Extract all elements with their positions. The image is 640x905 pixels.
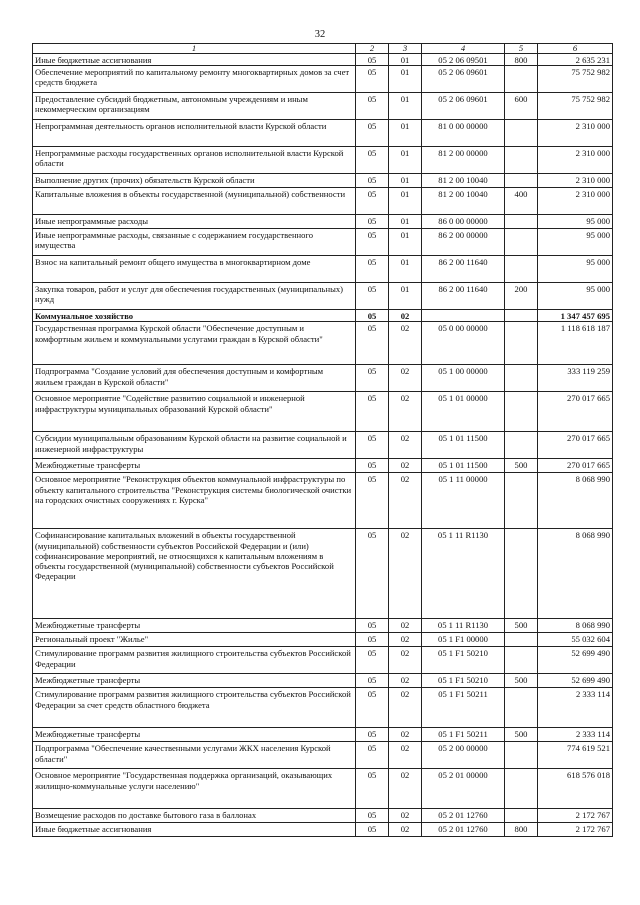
row-expense-type-cell xyxy=(505,473,538,529)
row-expense-type-cell xyxy=(505,529,538,619)
row-section-cell: 05 xyxy=(356,728,389,742)
row-amount-cell: 270 017 665 xyxy=(538,432,613,459)
row-amount-cell: 270 017 665 xyxy=(538,392,613,432)
row-section-cell: 05 xyxy=(356,647,389,674)
row-amount-cell: 774 619 521 xyxy=(538,742,613,769)
row-amount-cell: 95 000 xyxy=(538,256,613,283)
row-expense-type-cell xyxy=(505,688,538,728)
row-subsection-cell: 02 xyxy=(389,365,422,392)
row-target-code-cell: 05 1 F1 50210 xyxy=(422,647,505,674)
row-section-cell: 05 xyxy=(356,93,389,120)
table-row xyxy=(33,473,613,529)
row-target-code-cell: 05 0 00 00000 xyxy=(422,322,505,365)
row-section-cell: 05 xyxy=(356,769,389,809)
table-row xyxy=(33,728,613,742)
row-amount-cell: 2 310 000 xyxy=(538,188,613,215)
table-row xyxy=(33,742,613,769)
row-expense-type-cell: 500 xyxy=(505,674,538,688)
row-target-code-cell: 86 0 00 00000 xyxy=(422,215,505,229)
row-name-cell: Коммунальное хозяйство xyxy=(33,310,356,322)
row-name-cell: Иные бюджетные ассигнования xyxy=(33,823,356,837)
row-target-code-cell: 86 2 00 11640 xyxy=(422,283,505,310)
row-target-code-cell: 05 1 01 11500 xyxy=(422,432,505,459)
row-name-cell: Предоставление субсидий бюджетным, автономным учреждениям и иным некоммерческим организациям xyxy=(33,93,356,120)
row-expense-type-cell xyxy=(505,174,538,188)
row-amount-cell: 2 310 000 xyxy=(538,120,613,147)
row-target-code-cell: 05 1 01 00000 xyxy=(422,392,505,432)
header-cell: 3 xyxy=(389,44,422,54)
header-row xyxy=(33,44,613,54)
table-row xyxy=(33,310,613,322)
row-amount-cell: 2 310 000 xyxy=(538,174,613,188)
row-section-cell: 05 xyxy=(356,473,389,529)
row-amount-cell: 333 119 259 xyxy=(538,365,613,392)
row-name-cell: Региональный проект "Жилье" xyxy=(33,633,356,647)
row-expense-type-cell xyxy=(505,256,538,283)
row-section-cell: 05 xyxy=(356,120,389,147)
row-name-cell: Межбюджетные трансферты xyxy=(33,674,356,688)
table-row xyxy=(33,647,613,674)
row-target-code-cell: 05 1 11 R1130 xyxy=(422,529,505,619)
row-name-cell: Стимулирование программ развития жилищного строительства субъектов Российской Федерации за счет средств областного бюджета xyxy=(33,688,356,728)
row-subsection-cell: 02 xyxy=(389,432,422,459)
row-name-cell: Иные непрограммные расходы, связанные с содержанием государственного имущества xyxy=(33,229,356,256)
row-amount-cell: 95 000 xyxy=(538,283,613,310)
row-expense-type-cell xyxy=(505,392,538,432)
row-amount-cell: 95 000 xyxy=(538,215,613,229)
budget-table xyxy=(32,43,613,837)
row-target-code-cell: 05 1 00 00000 xyxy=(422,365,505,392)
row-amount-cell: 75 752 982 xyxy=(538,66,613,93)
table-row xyxy=(33,365,613,392)
row-expense-type-cell: 500 xyxy=(505,619,538,633)
row-section-cell: 05 xyxy=(356,809,389,823)
table-row xyxy=(33,674,613,688)
table-row xyxy=(33,229,613,256)
row-expense-type-cell xyxy=(505,322,538,365)
row-subsection-cell: 02 xyxy=(389,310,422,322)
row-target-code-cell: 05 1 F1 50211 xyxy=(422,728,505,742)
row-amount-cell: 52 699 490 xyxy=(538,647,613,674)
table-row xyxy=(33,283,613,310)
row-expense-type-cell: 400 xyxy=(505,188,538,215)
row-section-cell: 05 xyxy=(356,310,389,322)
row-name-cell: Межбюджетные трансферты xyxy=(33,459,356,473)
row-section-cell: 05 xyxy=(356,742,389,769)
row-section-cell: 05 xyxy=(356,256,389,283)
row-name-cell: Выполнение других (прочих) обязательств Курской области xyxy=(33,174,356,188)
page-number: 32 xyxy=(314,29,326,40)
row-subsection-cell: 01 xyxy=(389,93,422,120)
row-subsection-cell: 01 xyxy=(389,120,422,147)
row-name-cell: Межбюджетные трансферты xyxy=(33,728,356,742)
row-target-code-cell: 81 2 00 10040 xyxy=(422,174,505,188)
row-amount-cell: 270 017 665 xyxy=(538,459,613,473)
row-target-code-cell: 05 1 11 00000 xyxy=(422,473,505,529)
row-expense-type-cell: 200 xyxy=(505,283,538,310)
row-section-cell: 05 xyxy=(356,66,389,93)
row-subsection-cell: 02 xyxy=(389,674,422,688)
row-subsection-cell: 01 xyxy=(389,174,422,188)
row-name-cell: Межбюджетные трансферты xyxy=(33,619,356,633)
row-expense-type-cell xyxy=(505,229,538,256)
table-row xyxy=(33,459,613,473)
row-subsection-cell: 02 xyxy=(389,392,422,432)
row-subsection-cell: 02 xyxy=(389,688,422,728)
row-subsection-cell: 01 xyxy=(389,215,422,229)
row-section-cell: 05 xyxy=(356,54,389,66)
row-expense-type-cell: 800 xyxy=(505,54,538,66)
row-target-code-cell: 05 1 11 R1130 xyxy=(422,619,505,633)
row-expense-type-cell: 800 xyxy=(505,823,538,837)
row-subsection-cell: 02 xyxy=(389,728,422,742)
row-amount-cell: 1 347 457 695 xyxy=(538,310,613,322)
row-subsection-cell: 02 xyxy=(389,633,422,647)
table-row xyxy=(33,619,613,633)
header-cell: 4 xyxy=(422,44,505,54)
row-target-code-cell: 05 1 01 11500 xyxy=(422,459,505,473)
row-section-cell: 05 xyxy=(356,432,389,459)
row-expense-type-cell xyxy=(505,769,538,809)
row-section-cell: 05 xyxy=(356,823,389,837)
row-target-code-cell xyxy=(422,310,505,322)
row-section-cell: 05 xyxy=(356,188,389,215)
row-amount-cell: 2 310 000 xyxy=(538,147,613,174)
row-name-cell: Стимулирование программ развития жилищного строительства субъектов Российской Федерации xyxy=(33,647,356,674)
table-row xyxy=(33,66,613,93)
row-subsection-cell: 02 xyxy=(389,322,422,365)
row-subsection-cell: 01 xyxy=(389,66,422,93)
row-target-code-cell: 05 2 06 09501 xyxy=(422,54,505,66)
row-amount-cell: 8 068 990 xyxy=(538,473,613,529)
row-amount-cell: 2 333 114 xyxy=(538,728,613,742)
row-name-cell: Основное мероприятие "Государственная поддержка организаций, оказывающих жилищно-коммунальные услуги населению" xyxy=(33,769,356,809)
row-amount-cell: 8 068 990 xyxy=(538,529,613,619)
table-row xyxy=(33,188,613,215)
table-row xyxy=(33,809,613,823)
row-amount-cell: 52 699 490 xyxy=(538,674,613,688)
row-expense-type-cell xyxy=(505,365,538,392)
row-name-cell: Непрограммные расходы государственных органов исполнительной власти Курской области xyxy=(33,147,356,174)
row-target-code-cell: 81 0 00 00000 xyxy=(422,120,505,147)
row-section-cell: 05 xyxy=(356,174,389,188)
row-target-code-cell: 05 1 F1 50210 xyxy=(422,674,505,688)
row-target-code-cell: 05 2 01 12760 xyxy=(422,809,505,823)
row-subsection-cell: 01 xyxy=(389,256,422,283)
row-name-cell: Обеспечение мероприятий по капитальному ремонту многоквартирных домов за счет средств бюджета xyxy=(33,66,356,93)
row-target-code-cell: 81 2 00 00000 xyxy=(422,147,505,174)
row-name-cell: Взнос на капитальный ремонт общего имущества в многоквартирном доме xyxy=(33,256,356,283)
row-expense-type-cell xyxy=(505,310,538,322)
row-subsection-cell: 02 xyxy=(389,459,422,473)
row-amount-cell: 75 752 982 xyxy=(538,93,613,120)
row-target-code-cell: 05 2 01 12760 xyxy=(422,823,505,837)
row-expense-type-cell: 500 xyxy=(505,459,538,473)
row-amount-cell: 55 032 604 xyxy=(538,633,613,647)
row-section-cell: 05 xyxy=(356,529,389,619)
row-section-cell: 05 xyxy=(356,392,389,432)
row-subsection-cell: 02 xyxy=(389,529,422,619)
row-amount-cell: 2 635 231 xyxy=(538,54,613,66)
row-expense-type-cell xyxy=(505,120,538,147)
row-target-code-cell: 05 2 06 09601 xyxy=(422,93,505,120)
row-subsection-cell: 02 xyxy=(389,742,422,769)
row-expense-type-cell xyxy=(505,147,538,174)
row-section-cell: 05 xyxy=(356,674,389,688)
row-target-code-cell: 86 2 00 11640 xyxy=(422,256,505,283)
row-section-cell: 05 xyxy=(356,365,389,392)
row-section-cell: 05 xyxy=(356,229,389,256)
row-expense-type-cell xyxy=(505,809,538,823)
row-subsection-cell: 01 xyxy=(389,188,422,215)
header-cell: 1 xyxy=(33,44,356,54)
row-section-cell: 05 xyxy=(356,619,389,633)
row-amount-cell: 1 118 618 187 xyxy=(538,322,613,365)
row-name-cell: Основное мероприятие "Реконструкция объектов коммунальной инфраструктуры по объекту капитального строительства "Реконструкция системы биологической очистки на городских очистных сооружениях г. Курска" xyxy=(33,473,356,529)
row-section-cell: 05 xyxy=(356,322,389,365)
header-cell: 6 xyxy=(538,44,613,54)
table-row xyxy=(33,823,613,837)
row-name-cell: Субсидии муниципальным образованиям Курской области на развитие социальной и инженерной инфраструктуры xyxy=(33,432,356,459)
row-expense-type-cell xyxy=(505,647,538,674)
table-row xyxy=(33,54,613,66)
table-row xyxy=(33,633,613,647)
row-name-cell: Софинансирование капитальных вложений в объекты государственной (муниципальной) собственности субъектов Российской Федерации и (или) софинансирование мероприятий, не относящихся к капитальным вложениям в объекты государственной (муниципальной) собственности субъектов Российской Федерации xyxy=(33,529,356,619)
row-expense-type-cell xyxy=(505,66,538,93)
table-row xyxy=(33,174,613,188)
table-row xyxy=(33,120,613,147)
row-subsection-cell: 02 xyxy=(389,619,422,633)
row-name-cell: Государственная программа Курской области "Обеспечение доступным и комфортным жильем и коммунальными услугами граждан в Курской области" xyxy=(33,322,356,365)
row-expense-type-cell xyxy=(505,215,538,229)
row-subsection-cell: 02 xyxy=(389,809,422,823)
table-row xyxy=(33,93,613,120)
row-subsection-cell: 01 xyxy=(389,283,422,310)
row-section-cell: 05 xyxy=(356,215,389,229)
row-subsection-cell: 01 xyxy=(389,54,422,66)
row-target-code-cell: 05 1 F1 00000 xyxy=(422,633,505,647)
row-name-cell: Возмещение расходов по доставке бытового газа в баллонах xyxy=(33,809,356,823)
row-expense-type-cell xyxy=(505,742,538,769)
row-subsection-cell: 02 xyxy=(389,473,422,529)
row-amount-cell: 2 333 114 xyxy=(538,688,613,728)
row-amount-cell: 2 172 767 xyxy=(538,809,613,823)
row-subsection-cell: 02 xyxy=(389,823,422,837)
row-name-cell: Иные бюджетные ассигнования xyxy=(33,54,356,66)
table-row xyxy=(33,688,613,728)
row-name-cell: Подпрограмма "Создание условий для обеспечения доступным и комфортным жильем граждан в Курской области" xyxy=(33,365,356,392)
row-subsection-cell: 01 xyxy=(389,229,422,256)
row-target-code-cell: 05 2 06 09601 xyxy=(422,66,505,93)
row-expense-type-cell: 500 xyxy=(505,728,538,742)
row-section-cell: 05 xyxy=(356,633,389,647)
table-row xyxy=(33,529,613,619)
row-amount-cell: 618 576 018 xyxy=(538,769,613,809)
row-expense-type-cell: 600 xyxy=(505,93,538,120)
row-target-code-cell: 81 2 00 10040 xyxy=(422,188,505,215)
header-cell: 2 xyxy=(356,44,389,54)
row-section-cell: 05 xyxy=(356,688,389,728)
row-amount-cell: 8 068 990 xyxy=(538,619,613,633)
row-subsection-cell: 01 xyxy=(389,147,422,174)
table-row xyxy=(33,215,613,229)
header-cell: 5 xyxy=(505,44,538,54)
row-amount-cell: 95 000 xyxy=(538,229,613,256)
row-section-cell: 05 xyxy=(356,147,389,174)
row-name-cell: Иные непрограммные расходы xyxy=(33,215,356,229)
table-row xyxy=(33,769,613,809)
row-section-cell: 05 xyxy=(356,283,389,310)
row-name-cell: Капитальные вложения в объекты государственной (муниципальной) собственности xyxy=(33,188,356,215)
row-subsection-cell: 02 xyxy=(389,769,422,809)
table-row xyxy=(33,432,613,459)
row-target-code-cell: 86 2 00 00000 xyxy=(422,229,505,256)
row-name-cell: Непрограммная деятельность органов исполнительной власти Курской области xyxy=(33,120,356,147)
row-target-code-cell: 05 1 F1 50211 xyxy=(422,688,505,728)
row-name-cell: Основное мероприятие "Содействие развитию социальной и инженерной инфраструктуры муниципальных образований Курской области" xyxy=(33,392,356,432)
row-name-cell: Закупка товаров, работ и услуг для обеспечения государственных (муниципальных) нужд xyxy=(33,283,356,310)
row-section-cell: 05 xyxy=(356,459,389,473)
row-subsection-cell: 02 xyxy=(389,647,422,674)
table-row xyxy=(33,392,613,432)
table-row xyxy=(33,322,613,365)
row-target-code-cell: 05 2 01 00000 xyxy=(422,769,505,809)
row-expense-type-cell xyxy=(505,432,538,459)
row-target-code-cell: 05 2 00 00000 xyxy=(422,742,505,769)
table-row xyxy=(33,147,613,174)
row-name-cell: Подпрограмма "Обеспечение качественными услугами ЖКХ населения Курской области" xyxy=(33,742,356,769)
table-row xyxy=(33,256,613,283)
row-amount-cell: 2 172 767 xyxy=(538,823,613,837)
row-expense-type-cell xyxy=(505,633,538,647)
